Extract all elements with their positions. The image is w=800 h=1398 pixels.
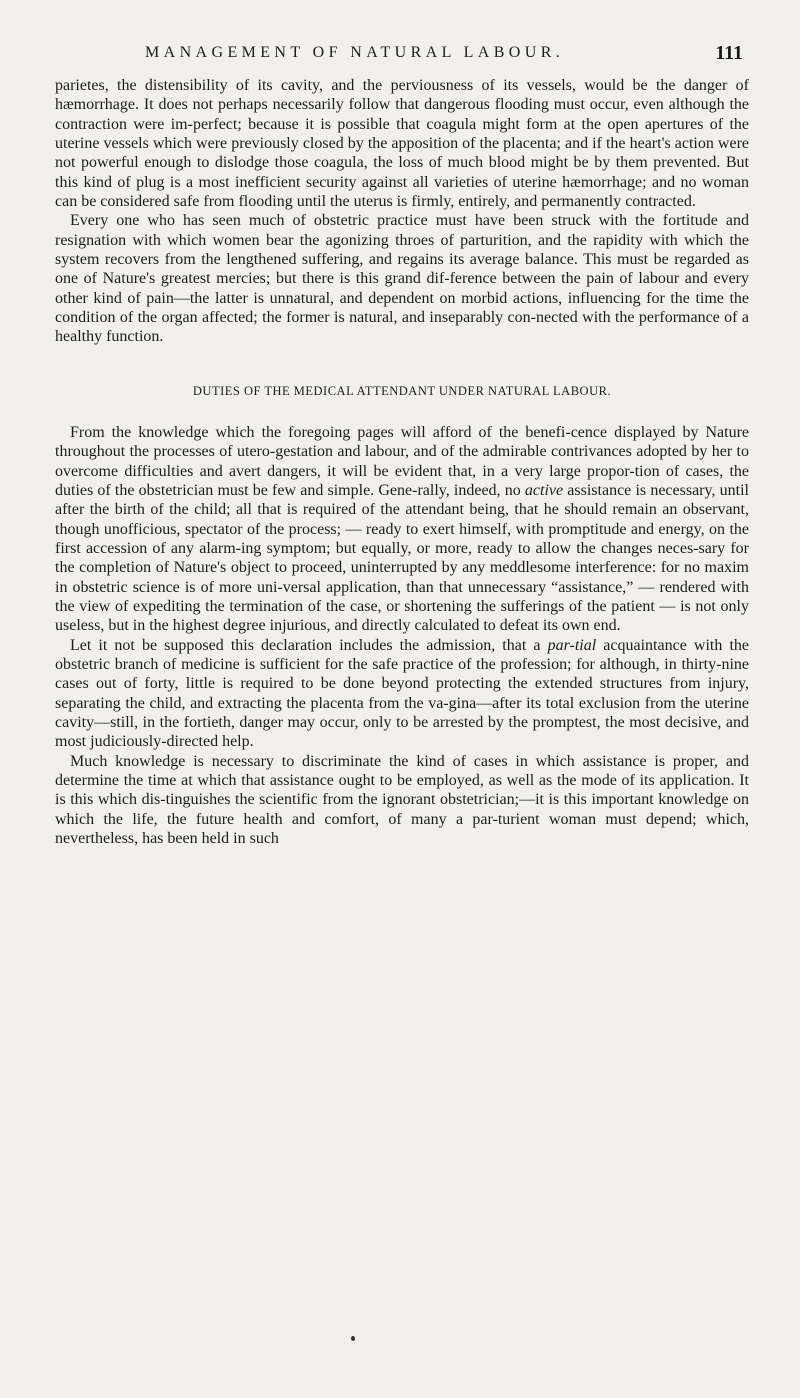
paragraph-duties-text-a: From the knowledge which the foregoing pages will afford of the benefi-cence displayed by Nature throughout the processes of utero-gestation and labour, and of the admirable contrivances adopted by her to overcome difficulties and avert dangers, it will be evident that, in a very large propor-tion of cases, the duties of the obstetrician must be few and simple. Gene-rally, indeed, no xyxy=(55,423,749,499)
emphasis-active: active xyxy=(524,481,564,499)
page-number: 111 xyxy=(715,42,743,64)
paragraph-partial-text-b: acquaintance with the obstetric branch of medicine is sufficient for the safe practice of the profession; for although, in thirty-nine cases out of forty, little is required to be done beyond protecting the extended structures from injury, separating the child, and extracting the placenta from the va-gina—after its total exclusion from the uterine cavity—still, in the fortieth, danger may occur, only to be arrested by the promptest, the most decisive, and most judiciously-directed help. xyxy=(55,636,749,751)
print-speck xyxy=(351,1336,355,1341)
paragraph-partial-text-a: Let it not be supposed this declaration includes the admission, that a xyxy=(70,636,548,654)
book-page xyxy=(55,42,749,848)
emphasis-partial: par-tial xyxy=(547,636,597,654)
paragraph-partial-acquaintance xyxy=(55,636,749,752)
paragraph-fortitude: Every one who has seen much of obstetric practice must have been struck with the fortitude and resignation with which women bear the agonizing throes of parturition, and the rapidity with which the system recovers from the lengthened suffering, and regains its average balance. This must be regarded as one of Nature's greatest mercies; but there is this grand dif-ference between the pain of labour and every other kind of pain—the latter is unnatural, and dependent on morbid actions, influencing for the time the condition of the organ affected; the former is natural, and inseparably con-nected with the performance of a healthy function. xyxy=(55,212,749,346)
paragraph-knowledge: Much knowledge is necessary to discriminate the kind of cases in which assistance is proper, and determine the time at which that assistance ought to be employed, as well as the mode of its application. It is this which dis-tinguishes the scientific from the ignorant obstetrician;—it is this important knowledge on which the life, the future health and comfort, of many a par-turient woman must depend; which, nevertheless, has been held in such xyxy=(55,752,749,848)
paragraph-duties-text-b: assistance is necessary, until after the birth of the child; all that is required of the attendant being, that he should remain an observant, though unofficious, spectator of the process; — ready to exert himself, with promptitude and energy, on the first accession of any alarm-ing symptom; but equally, or more, ready to allow the changes neces-sary for the completion of Nature's object to proceed, uninterrupted by any meddlesome interference: for no maxim in obstetric science is of more uni-versal application, than that unnecessary “assistance,” — rendered with the view of expediting the termination of the case, or shortening the sufferings of the patient — is not only useless, but in the highest degree injurious, and directly calculated to defeat its own end. xyxy=(55,481,749,635)
running-title: MANAGEMENT OF NATURAL LABOUR. xyxy=(145,44,565,61)
section-heading: DUTIES OF THE MEDICAL ATTENDANT UNDER NATURAL LABOUR. xyxy=(192,383,612,398)
running-head xyxy=(55,42,749,76)
paragraph-continued: parietes, the distensibility of its cavity, and the perviousness of its vessels, would be the danger of hæmorrhage. It does not perhaps necessarily follow that dangerous flooding must occur, even although the contraction were im-perfect; because it is possible that coagula might form at the open apertures of the uterine vessels which were previously closed by the apposition of the placenta; and if the heart's action were not powerful enough to dislodge those coagula, the loss of much blood might be by them prevented. But this kind of plug is a most inefficient security against all varieties of uterine hæmorrhage; and no woman can be considered safe from flooding until the uterus is firmly, entirely, and permanently contracted. xyxy=(55,77,749,211)
paragraph-duties xyxy=(55,423,749,636)
